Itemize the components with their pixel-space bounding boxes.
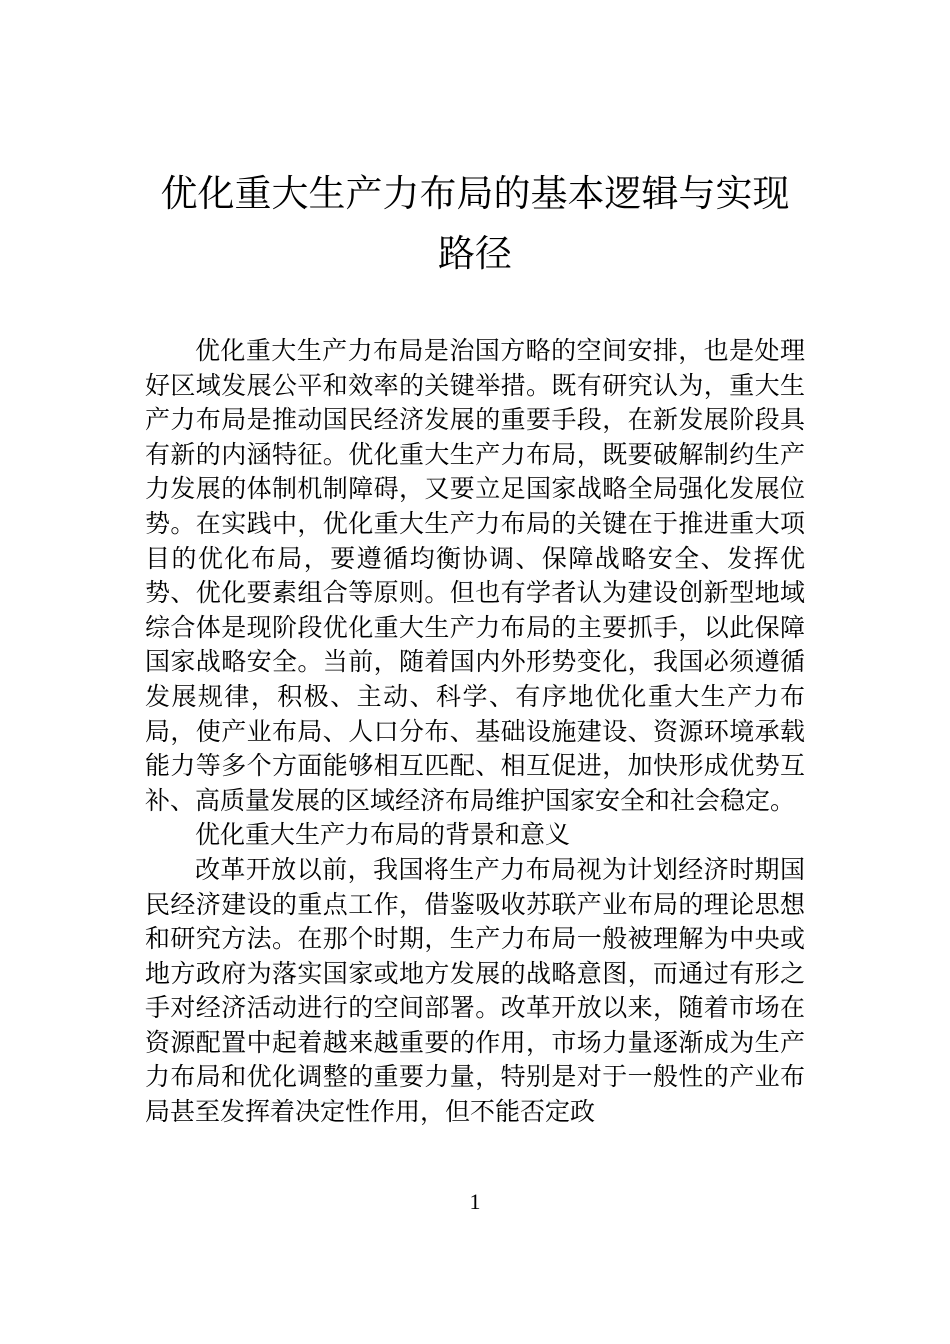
document-title: 优化重大生产力布局的基本逻辑与实现路径 xyxy=(160,172,790,275)
page-number: 1 xyxy=(469,1189,481,1214)
document-body xyxy=(145,334,805,1130)
section-heading: 优化重大生产力布局的背景和意义 xyxy=(195,820,571,850)
paragraph-background: 改革开放以前，我国将生产力布局视为计划经济时期国民经济建设的重点工作，借鉴吸收苏联产业布局的理论思想和研究方法。在那个时期，生产力布局一般被理解为中央或地方政府为落实国家或地方发展的战略意图，而通过有形之手对经济活动进行的空间部署。改革开放以来，随着市场在资源配置中起着越来越重要的作用，市场力量逐渐成为生产力布局和优化调整的重要力量，特别是对于一般性的产业布局甚至发挥着决定性作用，但不能否定政 xyxy=(145,854,805,1127)
paragraph-intro: 优化重大生产力布局是治国方略的空间安排，也是处理好区域发展公平和效率的关键举措。既有研究认为，重大生产力布局是推动国民经济发展的重要手段，在新发展阶段具有新的内涵特征。优化重大生产力布局，既要破解制约生产力发展的体制机制障碍，又要立足国家战略全局强化发展位势。在实践中，优化重大生产力布局的关键在于推进重大项目的优化布局，要遵循均衡协调、保障战略安全、发挥优势、优化要素组合等原则。但也有学者认为建设创新型地域综合体是现阶段优化重大生产力布局的主要抓手，以此保障国家战略安全。当前，随着国内外形势变化，我国必须遵循发展规律，积极、主动、科学、有序地优化重大生产力布局，使产业布局、人口分布、基础设施建设、资源环境承载能力等多个方面能够相互匹配、相互促进，加快形成优势互补、高质量发展的区域经济布局维护国家安全和社会稳定。 xyxy=(145,336,805,815)
